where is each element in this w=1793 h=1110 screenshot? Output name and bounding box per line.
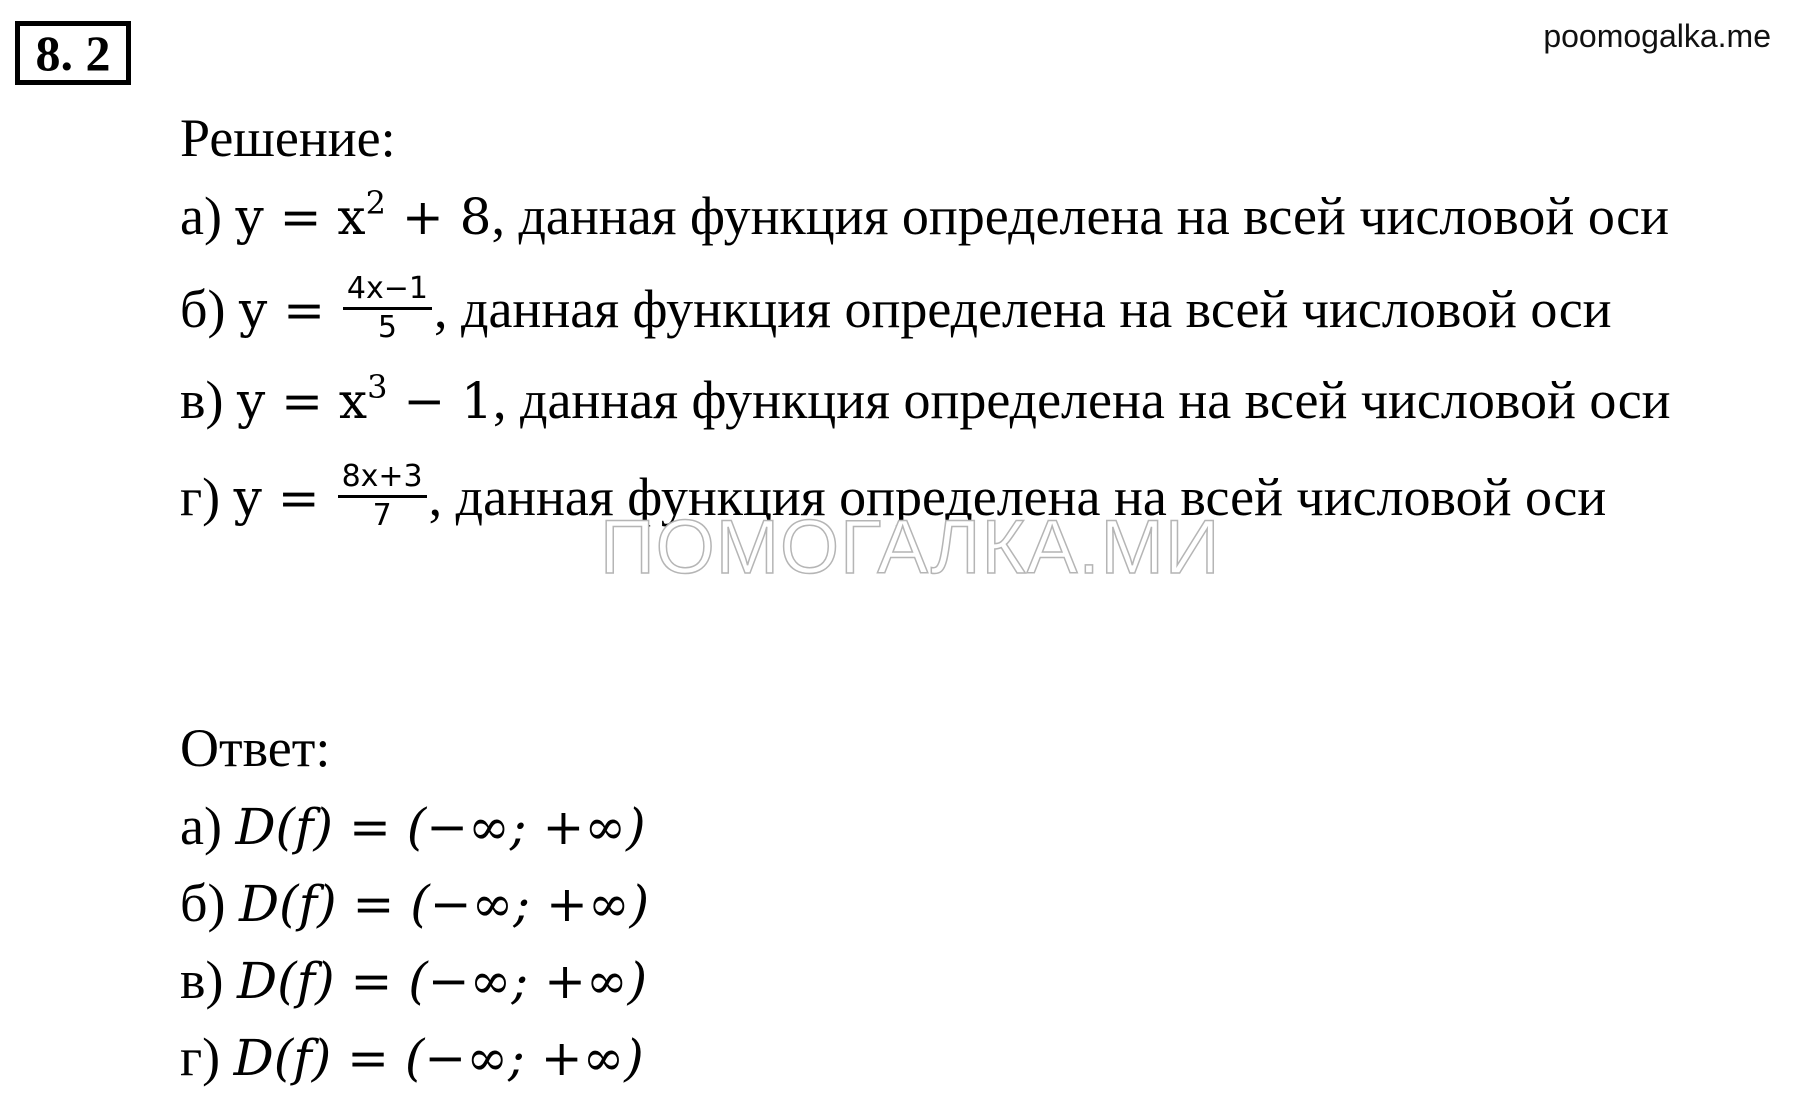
formula-lhs: y = x [236,372,368,430]
formula-lhs: y = [238,280,341,339]
answer-line-b [180,873,649,934]
solution-line-b [180,271,1612,352]
formula-lhs: y = x [235,188,366,246]
fraction [338,459,427,534]
formula-power: 3 [367,368,388,406]
answer-expression: D(f) = (−∞; +∞) [235,798,646,856]
fraction [343,271,432,346]
item-letter: в) [180,370,224,430]
answer-line-c [180,950,647,1011]
formula-power: 2 [365,184,386,222]
solution-text: , данная функция определена на всей числовой оси [428,466,1607,527]
solution-text: , данная функция определена на всей числовой оси [491,186,1670,246]
item-letter: в) [180,950,224,1010]
answer-line-a [180,796,646,857]
answer-expression: D(f) = (−∞; +∞) [236,952,648,1010]
item-letter: а) [180,796,222,856]
watermark: ПОМОГАЛКА.МИ [600,505,1221,590]
problem-number-box: 8. 2 [15,21,131,85]
item-letter: б) [180,873,226,933]
site-url: poomogalka.me [1543,18,1771,54]
solution-heading: Решение: [180,108,396,168]
item-letter: а) [180,186,222,246]
formula-rhs: − 1 [387,372,493,430]
solution-text: , данная функция определена на всей числовой оси [433,278,1612,339]
answer-heading: Ответ: [180,718,331,778]
fraction-numerator: 4x−1 [343,271,432,310]
answer-expression: D(f) = (−∞; +∞) [233,1029,644,1087]
fraction-numerator: 8x+3 [338,459,427,498]
answer-line-d [180,1027,644,1088]
answer-expression: D(f) = (−∞; +∞) [238,875,650,933]
fraction-denominator: 7 [372,498,392,533]
item-letter: б) [180,278,226,339]
solution-line-c [180,370,1671,437]
solution-text: , данная функция определена на всей числовой оси [492,370,1671,430]
item-letter: г) [180,466,221,527]
item-letter: г) [180,1027,221,1087]
fraction-denominator: 5 [377,310,397,345]
solution-line-a [180,186,1669,253]
formula-lhs: y = [233,468,336,527]
formula-rhs: + 8 [385,188,492,246]
